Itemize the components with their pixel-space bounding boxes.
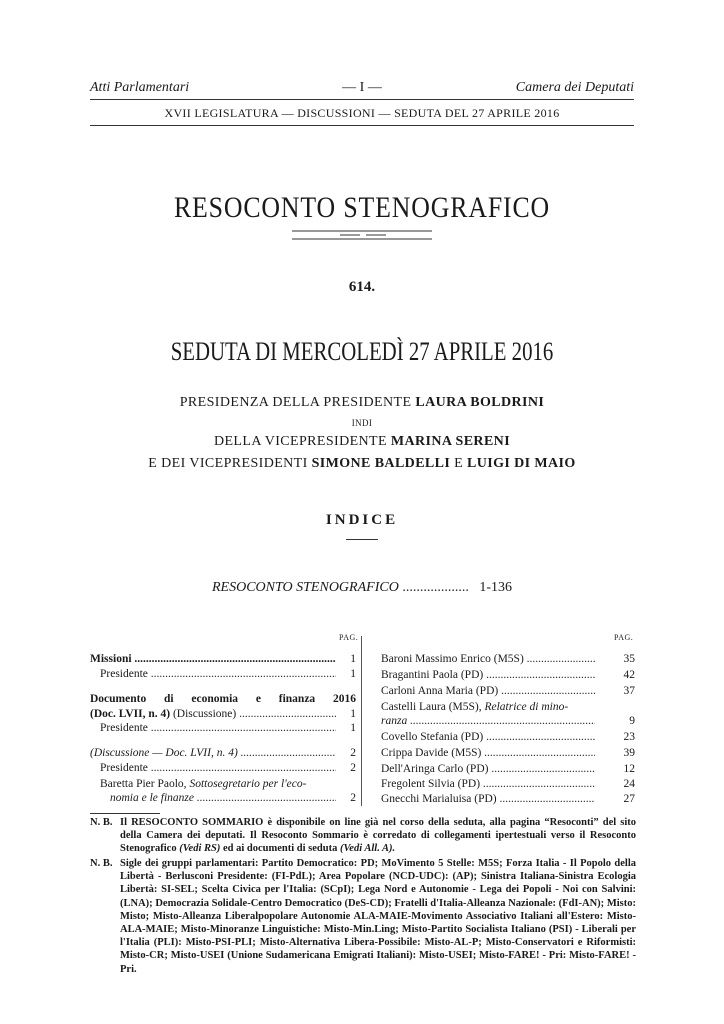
index-entry-speaker[interactable]: [381, 792, 635, 807]
index-entry-missioni[interactable]: [90, 652, 356, 667]
entry-page: 9: [629, 715, 635, 727]
index-entry-discussione[interactable]: [90, 746, 356, 761]
speaker-label: Dell'Aringa Carlo (PD) .....: [381, 762, 595, 777]
index-entry-baretta[interactable]: [110, 791, 356, 806]
speaker-label: Fregolent Silvia (PD) .....: [381, 777, 595, 792]
vicepresidente-name-1: SIMONE BALDELLI: [311, 456, 451, 471]
speaker-label: Bragantini Paola (PD) .....: [381, 668, 595, 683]
subheader: XVII LEGISLATURA — DISCUSSIONI — SEDUTA DEL 27 APRILE 2016: [164, 106, 560, 120]
speaker-label: Carloni Anna Maria (PD) .....: [381, 684, 595, 699]
entry-page: 24: [623, 778, 635, 790]
session-title: SEDUTA DI MERCOLEDÌ 27 APRILE 2016: [170, 337, 554, 366]
vicepresidente-prefix: DELLA VICEPRESIDENTE: [213, 434, 387, 449]
index-entry-baretta-line-1[interactable]: [100, 777, 356, 792]
entry-page: 27: [623, 793, 635, 805]
entry-page: 1: [350, 653, 356, 665]
entry-page: 23: [623, 731, 635, 743]
note-sigle-gruppi: [90, 857, 636, 976]
index-entry-speaker[interactable]: [381, 652, 635, 667]
presidente-name: LAURA BOLDRINI: [415, 395, 545, 410]
resoconto-pages: 1-136: [479, 580, 512, 595]
header-left: Atti Parlamentari: [90, 80, 190, 95]
vicepresidente-name: MARINA SERENI: [390, 434, 511, 449]
notes-rule: [90, 813, 160, 814]
entry-page: 1: [350, 722, 356, 734]
presidenza-line-3: [0, 456, 724, 472]
index-entry-speaker[interactable]: [381, 730, 635, 745]
index-entry-speaker[interactable]: [381, 777, 635, 792]
vicepresidente-name-2: LUIGI DI MAIO: [467, 456, 576, 471]
speaker-role-cont: nomia e le finanze .....: [110, 791, 336, 806]
header-page-number: — I —: [342, 80, 382, 95]
speaker-name: Castelli Laura (M5S),: [381, 701, 485, 713]
index-entry-speaker[interactable]: [381, 762, 635, 777]
index-entry-castelli-line-1[interactable]: [381, 700, 635, 715]
index-entry-doc-line-1[interactable]: Documento di economia e finanza 2016: [90, 693, 356, 705]
speaker-role: Relatrice di mino-: [484, 701, 569, 713]
indi-label: INDI: [351, 418, 373, 428]
title-ornament: [0, 230, 724, 244]
nb-label: N. B.: [90, 858, 113, 869]
presidenza-prefix: PRESIDENZA DELLA PRESIDENTE: [179, 395, 412, 410]
nb-label: N. B.: [90, 817, 113, 828]
index-entry-presidente[interactable]: [100, 667, 356, 682]
entry-page: 35: [623, 653, 635, 665]
entry-page: 2: [350, 747, 356, 759]
column-divider: [361, 636, 362, 806]
pag-label-right: PAG.: [614, 633, 634, 642]
entry-label: Missioni .....: [90, 652, 336, 667]
vedi-all-a-link[interactable]: (Vedi All. A).: [339, 843, 396, 855]
doc-reference: (Doc. LVII, n. 4): [90, 708, 171, 720]
speaker-label: Crippa Davide (M5S) .....: [381, 746, 595, 761]
entry-label: Presidente .....: [100, 667, 336, 682]
resoconto-dots: ...................: [402, 580, 469, 595]
pag-label-left: PAG.: [339, 633, 359, 642]
speaker-role: Sottosegretario per l'eco-: [189, 778, 307, 790]
speaker-label: Gnecchi Marialuisa (PD) .....: [381, 792, 595, 807]
subheader-rule: [90, 125, 634, 126]
index-entry-presidente[interactable]: [100, 721, 356, 736]
speaker-role-cont: ranza .....: [381, 714, 595, 729]
entry-page: 37: [623, 685, 635, 697]
entry-page: 39: [623, 747, 635, 759]
resoconto-entry[interactable]: [0, 580, 724, 596]
index-entry-doc[interactable]: [90, 707, 356, 722]
indice-heading: INDICE: [325, 512, 399, 528]
entry-label: (Discussione — Doc. LVII, n. 4) .....: [90, 746, 336, 761]
speaker-label: Baroni Massimo Enrico (M5S) .....: [381, 652, 595, 667]
entry-page: 2: [350, 792, 356, 804]
entry-label: Presidente .....: [100, 721, 336, 736]
speaker-name: Baretta Pier Paolo,: [100, 778, 190, 790]
resoconto-label: RESOCONTO STENOGRAFICO: [212, 580, 399, 595]
index-entry-speaker[interactable]: [381, 684, 635, 699]
session-number: 614.: [348, 279, 376, 295]
entry-page: 2: [350, 762, 356, 774]
index-entry-speaker[interactable]: [381, 746, 635, 761]
speaker-label: Covello Stefania (PD) .....: [381, 730, 595, 745]
header-rule: [90, 99, 634, 100]
entry-label: Presidente .....: [100, 761, 336, 776]
note-text: Sigle dei gruppi parlamentari: Partito Democratico: PD; MoVimento 5 Stelle: M5S; Forza Italia - Il Popolo della Libertà - Berlusconi Presidente: (FI-PdL); Area Popolare (NCD-UDC): (AP); Sinistra Italiana-Sinistra Ecologia Libertà: SI-SEL; Scelta Civica per l'Italia: (SCpI); Lega Nord e Autonomie - Lega dei Popoli - Noi con Salvini: (LNA); Democrazia Solidale-Centro Democratico (DeS-CD); Fratelli d'Italia-Alleanza Nazionale: (FdI-AN); Misto: Misto; Misto-Alleanza Liberalpopolare Autonomie ALA-MAIE-Movimento Associativo Italiani all'Estero: Misto-ALA-MAIE; Misto-Minoranze Linguistiche: Misto-Min.Ling; Misto-Partito Socialista Italiano (PSI) - Liberali per l'Italia (PLI): Misto-PSI-PLI; Misto-Alternativa Libera-Possibile: Misto-AL-P; Misto-Conservatori e Riformisti: Misto-CR; Misto-USEI (Unione Sudamericana Emigrati Italiani): Misto-USEI; Misto-FARE! - Pri: Misto-FARE! - Pri.: [120, 858, 636, 975]
entry-page: 1: [350, 708, 356, 720]
note-resoconto-sommario: [90, 816, 636, 856]
entry-page: 1: [350, 668, 356, 680]
vedi-rs-link[interactable]: (Vedi RS): [179, 843, 221, 855]
index-entry-speaker[interactable]: [381, 668, 635, 683]
conjunction: E: [454, 456, 464, 471]
indice-rule: [346, 539, 378, 540]
header-right: Camera dei Deputati: [515, 80, 634, 95]
entry-page: 12: [623, 763, 635, 775]
presidenza-line-1: [0, 395, 724, 411]
index-entry-castelli[interactable]: [381, 714, 635, 729]
note-text: Il RESOCONTO SOMMARIO è disponibile on line già nel corso della seduta, alla pagina “Resoconti” del sito della Camera dei deputati. Il Resoconto Sommario è corredato di collegamenti ipertestuali verso il Resoconto Stenografico (Vedi RS) ed ai documenti di seduta (Vedi All. A).: [120, 817, 636, 855]
entry-page: 42: [623, 669, 635, 681]
index-entry-presidente[interactable]: [100, 761, 356, 776]
page-title: RESOCONTO STENOGRAFICO: [173, 191, 551, 224]
presidenza-line-2: [0, 434, 724, 450]
doc-discussione: (Discussione): [170, 708, 237, 720]
vicepresidenti-prefix: E DEI VICEPRESIDENTI: [148, 456, 308, 471]
